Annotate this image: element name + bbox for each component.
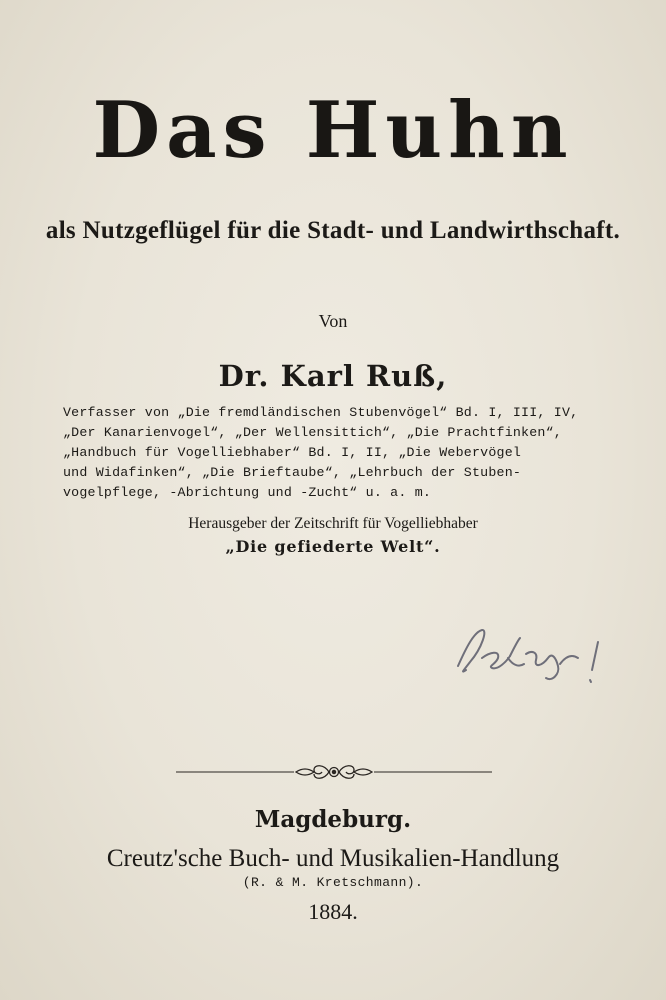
imprint-publisher: Creutz'sche Buch- und Musikalien-Handlung [106,845,560,872]
journal-name: „Die gefiederte Welt“. [225,537,441,556]
ornamental-rule [174,758,494,786]
imprint-owners: (R. & M. Kretschmann). [242,875,424,890]
credits-line: und Widafinken“, „Die Brieftaube“, „Lehrbuch der Stuben- [63,465,522,480]
credits-line: vogelpflege, -Abrichtung und -Zucht“ u. a. m. [63,485,432,500]
credits-line: Verfasser von „Die fremdländischen Stubenvögel“ Bd. I, III, IV, [63,405,579,420]
editor-line: Herausgeber der Zeitschrift für Vogelliebhaber [188,515,478,532]
by-label: Von [318,311,348,331]
credits-line: „Handbuch für Vogelliebhaber“ Bd. I, II, „Die Webervögel [63,445,522,460]
author-name: Dr. Karl Ruß, [218,359,448,393]
book-title: Das Huhn [92,85,574,176]
credits-line: „Der Kanarienvogel“, „Der Wellensittich“, „Die Prachtfinken“, [63,425,562,440]
author-credits [63,403,617,503]
handwritten-signature [448,618,618,698]
imprint-city: Magdeburg. [254,806,412,833]
book-subtitle: als Nutzgeflügel für die Stadt- und Landwirthschaft. [45,217,621,244]
imprint-year: 1884. [308,899,358,924]
